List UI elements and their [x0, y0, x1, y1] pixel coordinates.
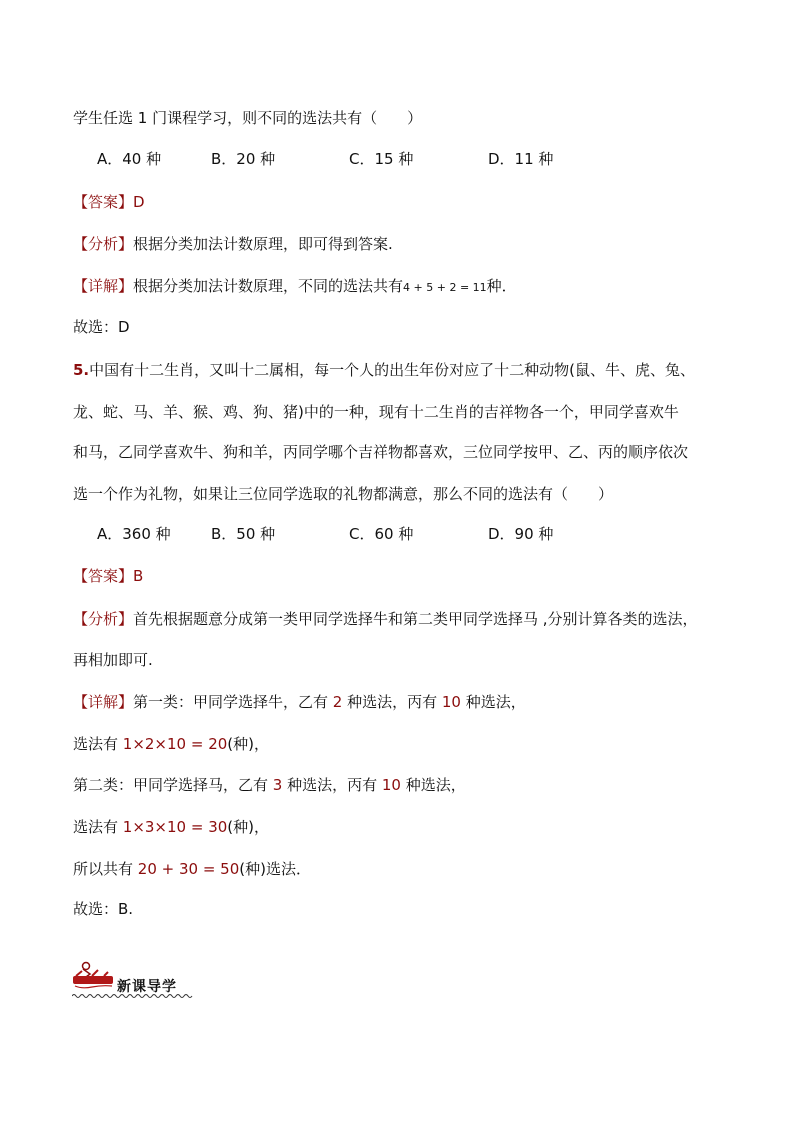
q5-analysis-line-1 [73, 609, 698, 629]
q5-stem-line-1 [73, 360, 695, 380]
calc-text: 选法有 [73, 818, 123, 836]
sum-formula: 20 + 30 = 50 [137, 860, 240, 878]
detail-formula: 4 + 5 + 2 = 11 [403, 281, 487, 294]
case-text: 第一类：甲同学选择牛，乙有 [133, 693, 333, 711]
calc-post: (种)， [227, 818, 270, 836]
sum-post: (种)选法． [239, 860, 311, 878]
detail-label: 【详解】 [73, 277, 134, 295]
detail-label: 【详解】 [73, 693, 134, 711]
case-text: 种选法， [400, 776, 466, 794]
q5-answer [73, 566, 143, 586]
answer-value: B [133, 567, 144, 585]
q5-option-c: C．60 种 [349, 525, 414, 543]
q5-option-d: D．90 种 [488, 525, 554, 543]
q5-option-b: B．50 种 [211, 525, 276, 543]
calc-formula: 1×3×10 = 30 [122, 818, 228, 836]
q4-analysis [73, 234, 393, 254]
section-title: 新课导学 [117, 979, 177, 995]
q4-detail [73, 276, 517, 298]
q5-stem-line-3: 和马，乙同学喜欢牛、狗和羊，丙同学哪个吉祥物都喜欢，三位同学按甲、乙、丙的顺序依次 [73, 443, 689, 461]
case-number: 10 [381, 776, 401, 794]
question-number: 5. [73, 361, 90, 379]
calc-text: 选法有 [73, 735, 123, 753]
q4-stem: 学生任选 1 门课程学习，则不同的选法共有（ ） [73, 109, 423, 127]
analysis-text: 首先根据题意分成第一类甲同学选择牛和第二类甲同学选择马 ,分别计算各类的选法， [133, 610, 698, 628]
detail-text: 根据分类加法计数原理，不同的选法共有 [133, 277, 404, 295]
q5-detail-case1 [73, 692, 526, 712]
calc-post: (种)， [227, 735, 270, 753]
case-number: 10 [441, 693, 461, 711]
q4-conclusion: 故选：D [73, 318, 130, 336]
q4-option-d: D．11 种 [488, 150, 554, 168]
case-text: 种选法， [460, 693, 526, 711]
q5-detail-case2 [73, 775, 466, 795]
q5-stem-line-2: 龙、蛇、马、羊、猴、鸡、狗、猪)中的一种，现有十二生肖的吉祥物各一个，甲同学喜欢牛 [73, 403, 679, 421]
q5-sum [73, 859, 311, 879]
section-logo-icon [72, 960, 114, 990]
sum-text: 所以共有 [73, 860, 138, 878]
stem-text: 中国有十二生肖，又叫十二属相，每一个人的出生年份对应了十二种动物(鼠、牛、虎、兔、 [89, 361, 695, 379]
case-text: 种选法，丙有 [342, 693, 442, 711]
q5-calc1 [73, 734, 269, 754]
section-underline [72, 993, 194, 999]
q4-answer [73, 192, 145, 212]
case-number: 2 [332, 693, 343, 711]
case-number: 3 [272, 776, 283, 794]
q5-conclusion: 故选：B. [73, 900, 134, 918]
q4-option-c: C．15 种 [349, 150, 414, 168]
q5-calc2 [73, 817, 269, 837]
detail-post: 种． [486, 277, 517, 295]
answer-label: 【答案】 [73, 193, 134, 211]
q5-analysis-line-2: 再相加即可. [73, 651, 153, 669]
calc-formula: 1×2×10 = 20 [122, 735, 228, 753]
q5-stem-line-4: 选一个作为礼物，如果让三位同学选取的礼物都满意，那么不同的选法有（ ） [73, 485, 614, 503]
case-text: 第二类：甲同学选择马，乙有 [73, 776, 273, 794]
analysis-text: 根据分类加法计数原理，即可得到答案. [133, 235, 393, 253]
analysis-label: 【分析】 [73, 235, 134, 253]
answer-value: D [133, 193, 145, 211]
answer-label: 【答案】 [73, 567, 134, 585]
analysis-label: 【分析】 [73, 610, 134, 628]
q4-option-b: B．20 种 [211, 150, 276, 168]
q4-option-a: A．40 种 [97, 150, 162, 168]
q5-option-a: A．360 种 [97, 525, 171, 543]
case-text: 种选法，丙有 [282, 776, 382, 794]
